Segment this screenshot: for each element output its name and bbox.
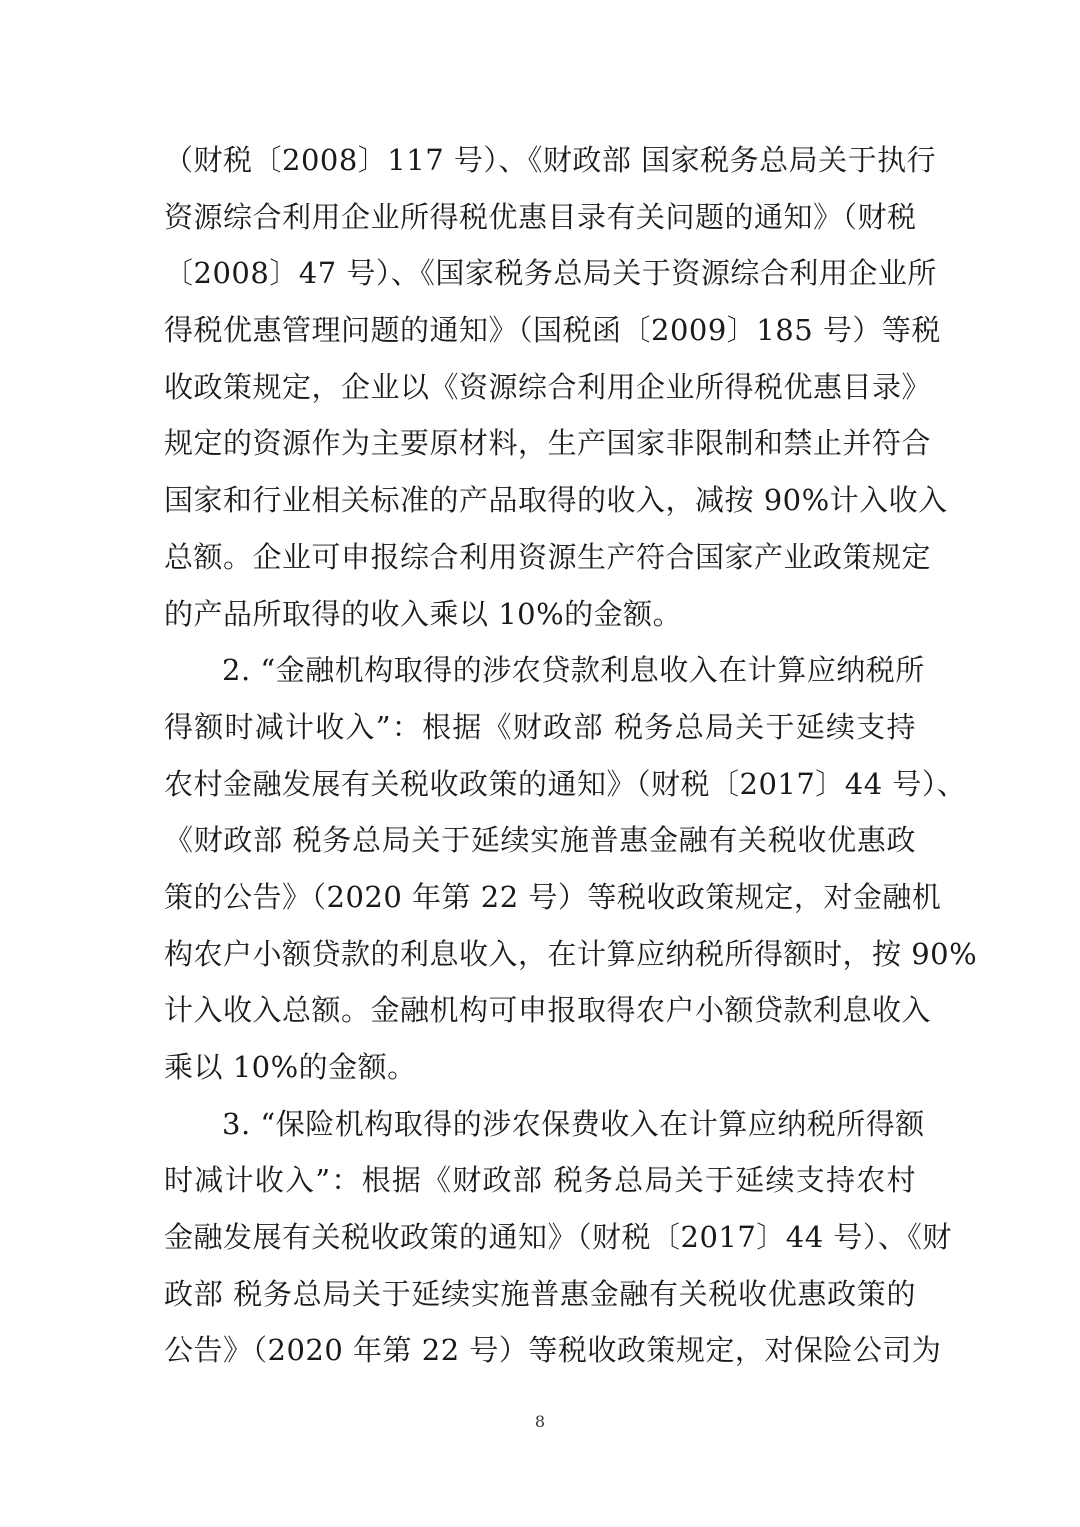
body-text: [164, 132, 978, 1379]
page-number: 8: [534, 1412, 546, 1431]
text-line: 的产品所取得的收入乘以 10%的金额。: [164, 596, 683, 631]
text-line: 公告》（2020 年第 22 号）等税收政策规定，对保险公司为: [164, 1333, 942, 1368]
text-line: 资源综合利用企业所得税优惠目录有关问题的通知》（财税: [164, 199, 917, 234]
text-line: （财税〔2008〕117 号）、《财政部 国家税务总局关于执行: [164, 143, 937, 177]
text-line: 构农户小额贷款的利息收入，在计算应纳税所得额时，按 90%: [164, 936, 978, 971]
text-line: 时减计收入”：根据《财政部 税务总局关于延续支持农村: [164, 1163, 916, 1198]
text-line: 政部 税务总局关于延续实施普惠金融有关税收优惠政策的: [164, 1276, 916, 1311]
text-line: 〔2008〕47 号）、《国家税务总局关于资源综合利用企业所: [164, 256, 937, 291]
paragraph-3-start: 3. “保险机构取得的涉农保费收入在计算应纳税所得额: [222, 1106, 925, 1141]
text-line: 收政策规定，企业以《资源综合利用企业所得税优惠目录》: [164, 369, 932, 404]
text-line: 乘以 10%的金额。: [164, 1050, 417, 1084]
text-line: 农村金融发展有关税收政策的通知》（财税〔2017〕44 号）、: [164, 766, 967, 801]
paragraph-2-start: 2. “金融机构取得的涉农贷款利息收入在计算应纳税所: [222, 653, 925, 688]
text-line: 总额。企业可申报综合利用资源生产符合国家产业政策规定: [164, 539, 932, 574]
text-line: 得税优惠管理问题的通知》（国税函〔2009〕185 号）等税: [164, 313, 941, 348]
text-line: 规定的资源作为主要原材料，生产国家非限制和禁止并符合: [164, 426, 932, 461]
text-line: 得额时减计收入”：根据《财政部 税务总局关于延续支持: [164, 709, 916, 744]
text-line: 《财政部 税务总局关于延续实施普惠金融有关税收优惠政: [164, 823, 916, 858]
text-line: 策的公告》（2020 年第 22 号）等税收政策规定，对金融机: [164, 879, 942, 914]
text-line: 计入收入总额。金融机构可申报取得农户小额贷款利息收入: [164, 993, 932, 1028]
text-line: 国家和行业相关标准的产品取得的收入，减按 90%计入收入: [164, 483, 948, 518]
text-line: 金融发展有关税收政策的通知》（财税〔2017〕44 号）、《财: [164, 1220, 952, 1255]
